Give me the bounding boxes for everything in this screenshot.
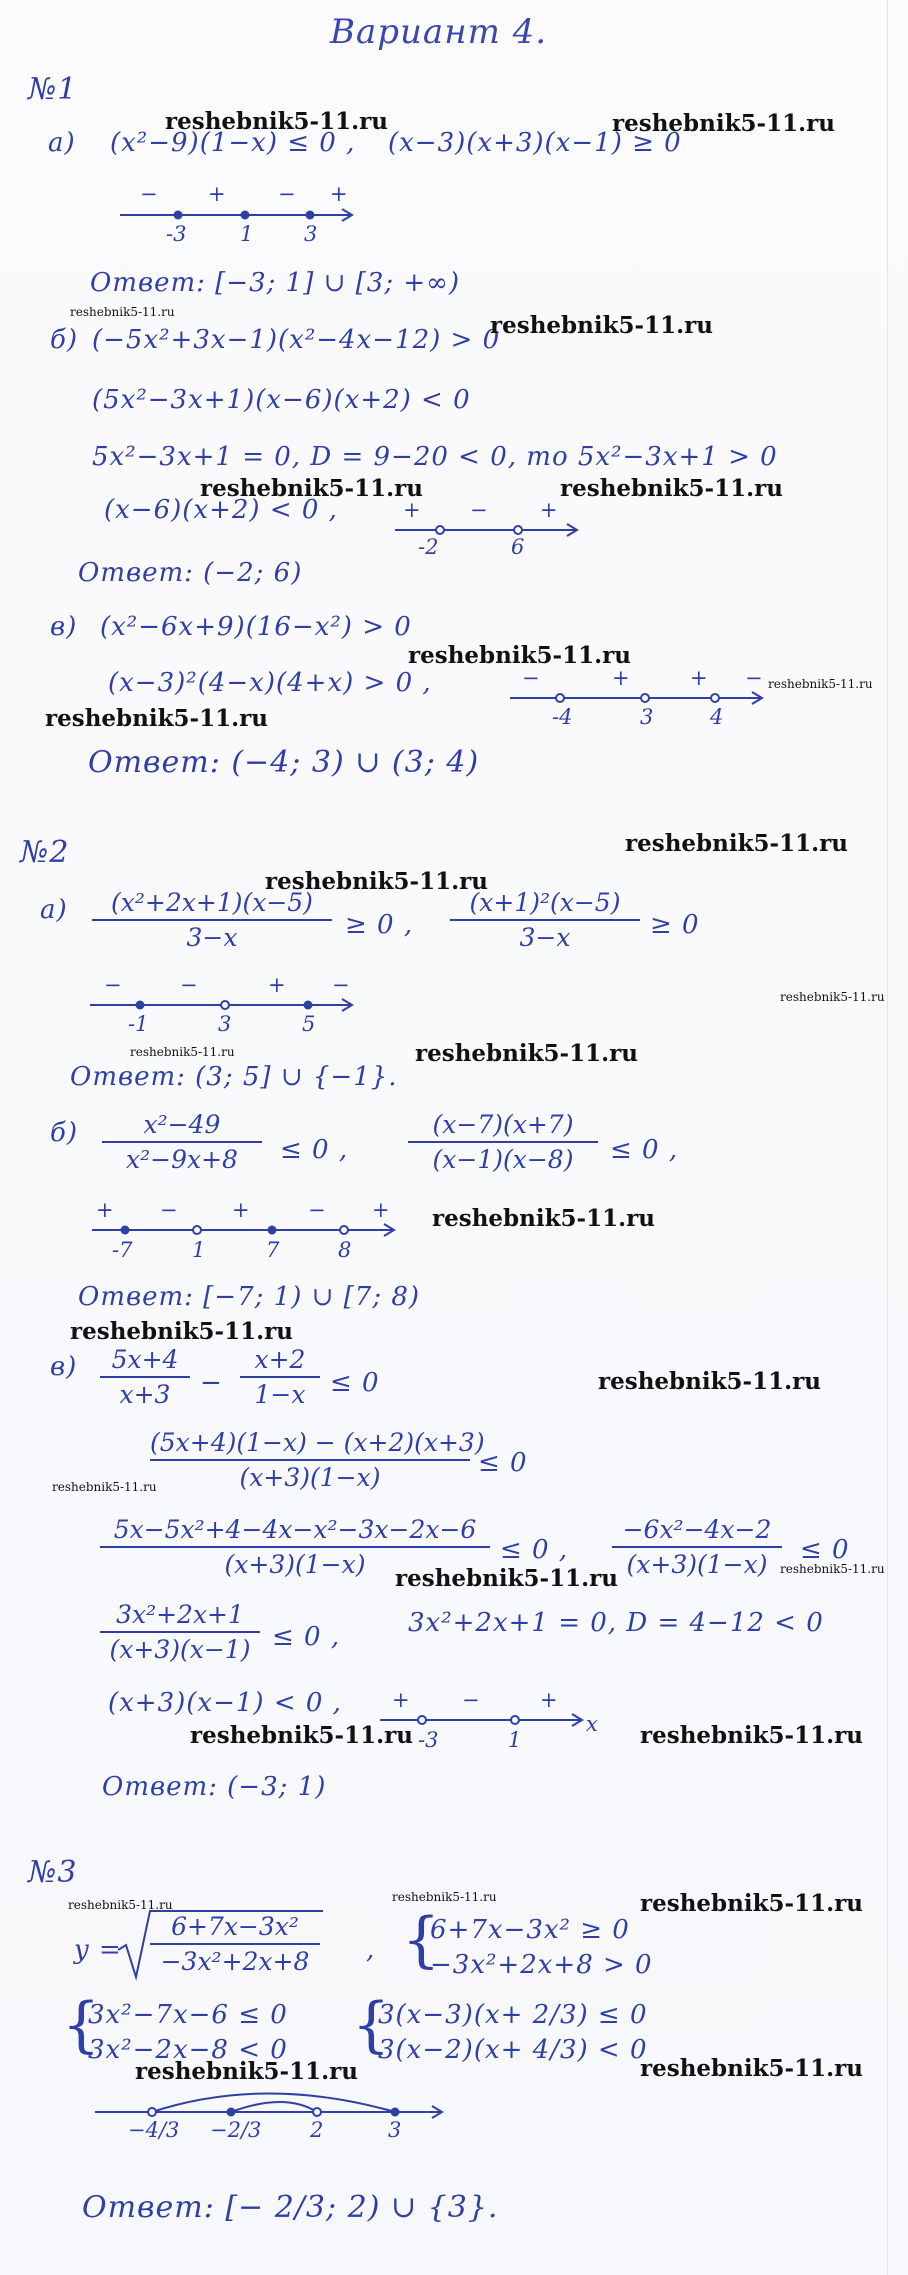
sign-label: + — [330, 182, 348, 206]
system-brace: { — [352, 1990, 391, 2060]
sign-label: + — [612, 666, 630, 690]
system-line: −3x²+2x+8 > 0 — [430, 1950, 653, 1980]
numerator: 6+7x−3x² — [171, 1912, 299, 1941]
sign-label: + — [232, 1198, 250, 1222]
numerator: (5x+4)(1−x) − (x+2)(x+3) — [150, 1428, 485, 1457]
part-label: б) — [50, 325, 79, 355]
watermark-small: reshebnik5-11.ru — [768, 677, 873, 691]
inequality: (x−3)(x+3)(x−1) ≥ 0 — [388, 128, 682, 158]
sign-label: + — [690, 666, 708, 690]
page-margin-line — [887, 0, 888, 2275]
sign-label: − — [180, 973, 198, 997]
watermark-small: reshebnik5-11.ru — [70, 305, 175, 319]
part-label: в) — [50, 612, 78, 642]
axis-variable: x — [586, 1712, 598, 1736]
point-marker — [174, 211, 182, 219]
relation: ≤ 0 , — [500, 1535, 569, 1565]
watermark-small: reshebnik5-11.ru — [130, 1045, 235, 1059]
relation: ≥ 0 — [650, 910, 700, 940]
point-label: 1 — [240, 222, 254, 246]
point-marker — [391, 2108, 399, 2116]
operator: − — [200, 1368, 223, 1398]
sign-label: − — [332, 973, 350, 997]
fraction — [240, 1345, 320, 1409]
sign-label: − — [745, 666, 763, 690]
watermark: reshebnik5-11.ru — [640, 1722, 863, 1749]
system-line: 3x²−7x−6 ≤ 0 — [88, 2000, 288, 2030]
fraction — [612, 1515, 782, 1579]
fraction — [100, 1600, 260, 1664]
point-marker — [641, 694, 649, 702]
denominator: 1−x — [254, 1380, 306, 1409]
page-title: Вариант 4. — [330, 12, 548, 52]
relation: ≤ 0 — [478, 1448, 528, 1478]
point-label: -3 — [418, 1728, 439, 1752]
answer: Ответ: [− 2/3; 2) ∪ {3}. — [82, 2190, 499, 2225]
point-label: 5 — [302, 1012, 316, 1036]
sign-label: + — [403, 498, 421, 522]
watermark-small: reshebnik5-11.ru — [392, 1890, 497, 1904]
sign-label: − — [278, 182, 296, 206]
watermark: reshebnik5-11.ru — [70, 1318, 293, 1345]
function-label: y = — [74, 1935, 122, 1965]
task-number: №1 — [28, 72, 78, 107]
watermark: reshebnik5-11.ru — [490, 312, 713, 339]
system-brace: { — [62, 1990, 101, 2060]
watermark: reshebnik5-11.ru — [45, 705, 268, 732]
answer: Ответ: (−4; 3) ∪ (3; 4) — [88, 745, 480, 780]
point-marker — [556, 694, 564, 702]
sign-label: + — [372, 1198, 390, 1222]
watermark: reshebnik5-11.ru — [640, 2055, 863, 2082]
answer: Ответ: (3; 5] ∪ {−1}. — [70, 1062, 398, 1092]
point-label: -7 — [112, 1238, 133, 1262]
relation: ≤ 0 — [330, 1368, 380, 1398]
point-label: 1 — [508, 1728, 522, 1752]
point-label: 6 — [511, 535, 525, 559]
point-marker — [227, 2108, 235, 2116]
sign-label: + — [392, 1688, 410, 1712]
answer: Ответ: (−3; 1) — [102, 1772, 327, 1802]
system-line: 3(x−3)(x+ 2/3) ≤ 0 — [378, 2000, 648, 2030]
discriminant-line: 3x²+2x+1 = 0, D = 4−12 < 0 — [408, 1608, 824, 1638]
denominator: x²−9x+8 — [126, 1145, 238, 1174]
point-marker — [306, 211, 314, 219]
point-marker — [268, 1226, 276, 1234]
number-line — [380, 1705, 600, 1735]
watermark-small: reshebnik5-11.ru — [68, 1898, 173, 1912]
watermark: reshebnik5-11.ru — [625, 830, 848, 857]
watermark: reshebnik5-11.ru — [612, 110, 835, 137]
task-number: №3 — [28, 1855, 78, 1890]
point-label: 1 — [192, 1238, 206, 1262]
sign-label: − — [160, 1198, 178, 1222]
point-label: -1 — [128, 1012, 149, 1036]
point-marker — [514, 526, 522, 534]
watermark: reshebnik5-11.ru — [135, 2058, 358, 2085]
system-brace: { — [402, 1905, 441, 1975]
answer: Ответ: (−2; 6) — [78, 558, 303, 588]
watermark: reshebnik5-11.ru — [165, 108, 388, 135]
task-number: №2 — [20, 835, 70, 870]
part-label: в) — [50, 1352, 78, 1382]
relation: ≤ 0 , — [272, 1622, 341, 1652]
point-label: 8 — [338, 1238, 352, 1262]
numerator: 5x−5x²+4−4x−x²−3x−2x−6 — [113, 1515, 477, 1544]
denominator: (x+3)(1−x) — [626, 1550, 768, 1579]
point-marker — [241, 211, 249, 219]
fraction — [92, 888, 332, 952]
point-marker — [418, 1716, 426, 1724]
denominator: x+3 — [119, 1380, 171, 1409]
point-marker — [436, 526, 444, 534]
point-marker — [313, 2108, 321, 2116]
answer: Ответ: [−3; 1] ∪ [3; +∞) — [90, 268, 460, 298]
watermark: reshebnik5-11.ru — [408, 642, 631, 669]
inequality: (−5x²+3x−1)(x²−4x−12) > 0 — [92, 325, 501, 355]
inequality: (x²−9)(1−x) ≤ 0 , — [110, 128, 356, 158]
point-marker — [221, 1001, 229, 1009]
sign-label: + — [96, 1198, 114, 1222]
point-label: -2 — [418, 535, 439, 559]
point-label: 3 — [640, 705, 654, 729]
fraction — [450, 888, 640, 952]
denominator: (x+3)(1−x) — [239, 1463, 381, 1492]
point-marker — [711, 694, 719, 702]
point-label: -3 — [166, 222, 187, 246]
fraction — [150, 1912, 320, 1976]
inequality: (x+3)(x−1) < 0 , — [108, 1688, 342, 1718]
part-label: а) — [48, 128, 76, 158]
numerator: x²−49 — [143, 1110, 221, 1139]
watermark: reshebnik5-11.ru — [560, 475, 783, 502]
separator: , — [366, 1935, 376, 1965]
watermark-small: reshebnik5-11.ru — [52, 1480, 157, 1494]
watermark: reshebnik5-11.ru — [640, 1890, 863, 1917]
watermark: reshebnik5-11.ru — [432, 1205, 655, 1232]
point-label: 3 — [218, 1012, 232, 1036]
watermark: reshebnik5-11.ru — [598, 1368, 821, 1395]
denominator: 3−x — [519, 923, 571, 952]
relation: ≤ 0 , — [280, 1135, 349, 1165]
discriminant-line: 5x²−3x+1 = 0, D = 9−20 < 0, то 5x²−3x+1 > 0 — [92, 442, 778, 472]
point-marker — [136, 1001, 144, 1009]
point-marker — [511, 1716, 519, 1724]
point-marker — [193, 1226, 201, 1234]
denominator: 3−x — [186, 923, 238, 952]
point-marker — [148, 2108, 156, 2116]
relation: ≤ 0 , — [610, 1135, 679, 1165]
system-line: 3x²−2x−8 < 0 — [88, 2035, 288, 2065]
watermark-small: reshebnik5-11.ru — [780, 1562, 885, 1576]
sign-label: − — [470, 498, 488, 522]
point-label: -4 — [552, 705, 573, 729]
numerator: −6x²−4x−2 — [622, 1515, 772, 1544]
sign-label: − — [104, 973, 122, 997]
point-label: 4 — [710, 705, 724, 729]
denominator: (x+3)(1−x) — [224, 1550, 366, 1579]
fraction — [150, 1428, 485, 1492]
point-label: 3 — [304, 222, 318, 246]
denominator: (x+3)(x−1) — [109, 1635, 251, 1664]
point-label: 3 — [388, 2118, 402, 2142]
numerator: (x²+2x+1)(x−5) — [111, 888, 313, 917]
point-label: −2/3 — [210, 2118, 262, 2142]
sign-label: − — [522, 666, 540, 690]
relation: ≤ 0 — [800, 1535, 850, 1565]
watermark: reshebnik5-11.ru — [190, 1722, 413, 1749]
denominator: (x−1)(x−8) — [432, 1145, 574, 1174]
sign-label: − — [140, 182, 158, 206]
denominator: −3x²+2x+8 — [160, 1947, 310, 1976]
part-label: б) — [50, 1118, 79, 1148]
answer: Ответ: [−7; 1) ∪ [7; 8) — [78, 1282, 421, 1312]
inequality: (5x²−3x+1)(x−6)(x+2) < 0 — [92, 385, 471, 415]
watermark-small: reshebnik5-11.ru — [780, 990, 885, 1004]
inequality: (x²−6x+9)(16−x²) > 0 — [100, 612, 412, 642]
sign-label: + — [540, 1688, 558, 1712]
sign-label: + — [540, 498, 558, 522]
system-line: 3(x−2)(x+ 4/3) < 0 — [378, 2035, 648, 2065]
relation: ≥ 0 , — [345, 910, 414, 940]
system-line: 6+7x−3x² ≥ 0 — [430, 1915, 630, 1945]
numerator: 3x²+2x+1 — [116, 1600, 244, 1629]
interval-arc — [231, 2102, 317, 2112]
point-label: −4/3 — [128, 2118, 180, 2142]
sign-label: − — [308, 1198, 326, 1222]
inequality: (x−6)(x+2) < 0 , — [104, 495, 338, 525]
point-marker — [340, 1226, 348, 1234]
sign-label: + — [208, 182, 226, 206]
numerator: 5x+4 — [111, 1345, 179, 1374]
watermark: reshebnik5-11.ru — [265, 868, 488, 895]
inequality: (x−3)²(4−x)(4+x) > 0 , — [108, 668, 432, 698]
fraction — [408, 1110, 598, 1174]
sign-label: + — [268, 973, 286, 997]
point-marker — [121, 1226, 129, 1234]
sign-label: − — [462, 1688, 480, 1712]
fraction — [102, 1110, 262, 1174]
point-label: 2 — [310, 2118, 324, 2142]
watermark: reshebnik5-11.ru — [415, 1040, 638, 1067]
watermark: reshebnik5-11.ru — [395, 1565, 618, 1592]
numerator: (x+1)²(x−5) — [469, 888, 621, 917]
part-label: а) — [40, 895, 68, 925]
numerator: (x−7)(x+7) — [432, 1110, 574, 1139]
fraction — [100, 1345, 190, 1409]
numerator: x+2 — [254, 1345, 306, 1374]
point-label: 7 — [266, 1238, 280, 1262]
watermark: reshebnik5-11.ru — [200, 475, 423, 502]
point-marker — [304, 1001, 312, 1009]
